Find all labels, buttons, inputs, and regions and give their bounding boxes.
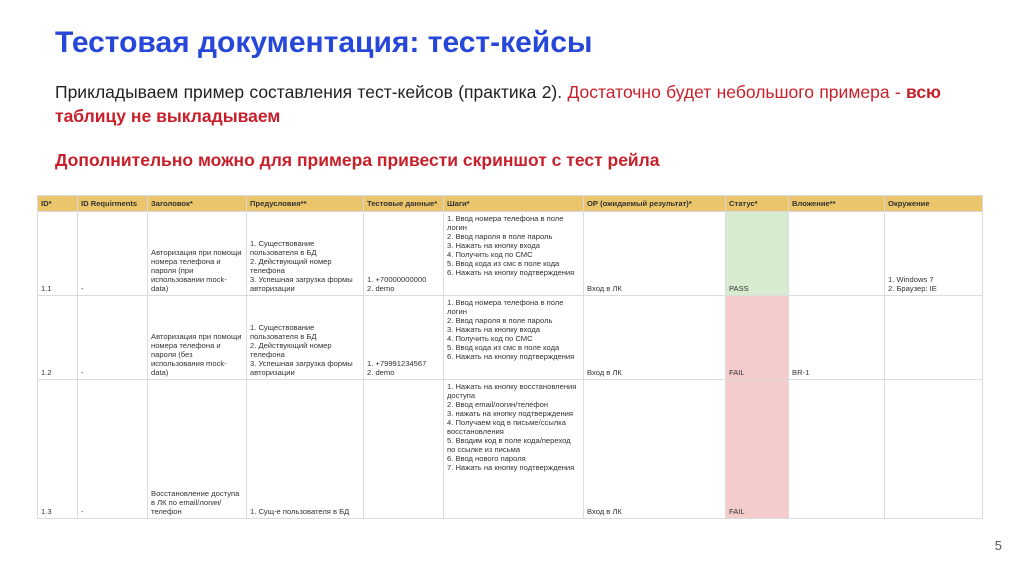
cell-environment (885, 380, 983, 519)
cell-status: PASS (726, 212, 789, 296)
header-id: ID* (38, 196, 78, 212)
cell-preconditions: 1. Существование пользователя в БД 2. Действующий номер телефона 3. Успешная загрузка формы авторизации (247, 296, 364, 380)
intro-plain-text: Прикладываем пример составления тест-кейсов (практика 2). (55, 82, 568, 102)
cell-requirement: - (78, 296, 148, 380)
test-cases-table-screenshot (37, 195, 982, 516)
cell-attachment (789, 212, 885, 296)
header-title: Заголовок* (148, 196, 247, 212)
cell-status: FAIL (726, 380, 789, 519)
page-number: 5 (994, 538, 1002, 553)
cell-requirement: - (78, 212, 148, 296)
cell-steps: 1. Нажать на кнопку восстановления доступа 2. Ввод email/логин/телефон 3. нажать на кнопку подтверждения 4. Получаем код в письме/ссылка восстановления 5. Вводим код в поле кода/переход по ссылке из письма 6. Ввод нового пароля 7. Нажать на кнопку подтверждения (444, 380, 584, 519)
cell-title: Восстановление доступа в ЛК по email/логин/телефон (148, 380, 247, 519)
slide-title: Тестовая документация: тест-кейсы (55, 26, 593, 59)
header-attachment: Вложение** (789, 196, 885, 212)
cell-test-data (364, 380, 444, 519)
intro-paragraph (55, 80, 941, 128)
header-preconditions: Предусловия** (247, 196, 364, 212)
cell-status: FAIL (726, 296, 789, 380)
table-header-row (38, 196, 983, 212)
intro-red-text: Достаточно будет небольшого примера - (567, 82, 906, 102)
cell-title: Авторизация при помощи номера телефона и пароля (при использовании mock-data) (148, 212, 247, 296)
cell-expected: Вход в ЛК (584, 380, 726, 519)
cell-attachment: BR-1 (789, 296, 885, 380)
cell-title: Авторизация при помощи номера телефона и пароля (без использования mock-data) (148, 296, 247, 380)
header-id-requirements: ID Requirments (78, 196, 148, 212)
cell-expected: Вход в ЛК (584, 212, 726, 296)
cell-preconditions: 1. Существование пользователя в БД 2. Действующий номер телефона 3. Успешная загрузка формы авторизации (247, 212, 364, 296)
cell-preconditions: 1. Сущ-е пользователя в БД (247, 380, 364, 519)
intro-bold-text: всю таблицу не выкладываем (55, 82, 941, 126)
test-cases-table (37, 195, 983, 519)
header-status: Статус* (726, 196, 789, 212)
cell-test-data: 1. +70000000000 2. demo (364, 212, 444, 296)
cell-environment: 1. Windows 7 2. Браузер: IE (885, 212, 983, 296)
cell-id: 1.2 (38, 296, 78, 380)
testrail-note: Дополнительно можно для примера привести скриншот с тест рейла (55, 150, 660, 170)
header-expected-result: ОР (ожидаемый результат)* (584, 196, 726, 212)
table-row (38, 212, 983, 296)
table-row (38, 380, 983, 519)
cell-id: 1.3 (38, 380, 78, 519)
header-test-data: Тестовые данные* (364, 196, 444, 212)
table-row (38, 296, 983, 380)
cell-expected: Вход в ЛК (584, 296, 726, 380)
cell-id: 1.1 (38, 212, 78, 296)
header-steps: Шаги* (444, 196, 584, 212)
cell-test-data: 1. +79991234567 2. demo (364, 296, 444, 380)
cell-steps: 1. Ввод номера телефона в поле логин 2. Ввод пароля в поле пароль 3. Нажать на кнопку входа 4. Получить код по СМС 5. Ввод кода из смс в поле кода 6. Нажать на кнопку подтверждения (444, 212, 584, 296)
header-environment: Окружение (885, 196, 983, 212)
cell-steps: 1. Ввод номера телефона в поле логин 2. Ввод пароля в поле пароль 3. Нажать на кнопку входа 4. Получить код по СМС 5. Ввод кода из смс в поле кода 6. Нажать на кнопку подтверждения (444, 296, 584, 380)
cell-requirement: - (78, 380, 148, 519)
cell-environment (885, 296, 983, 380)
cell-attachment (789, 380, 885, 519)
